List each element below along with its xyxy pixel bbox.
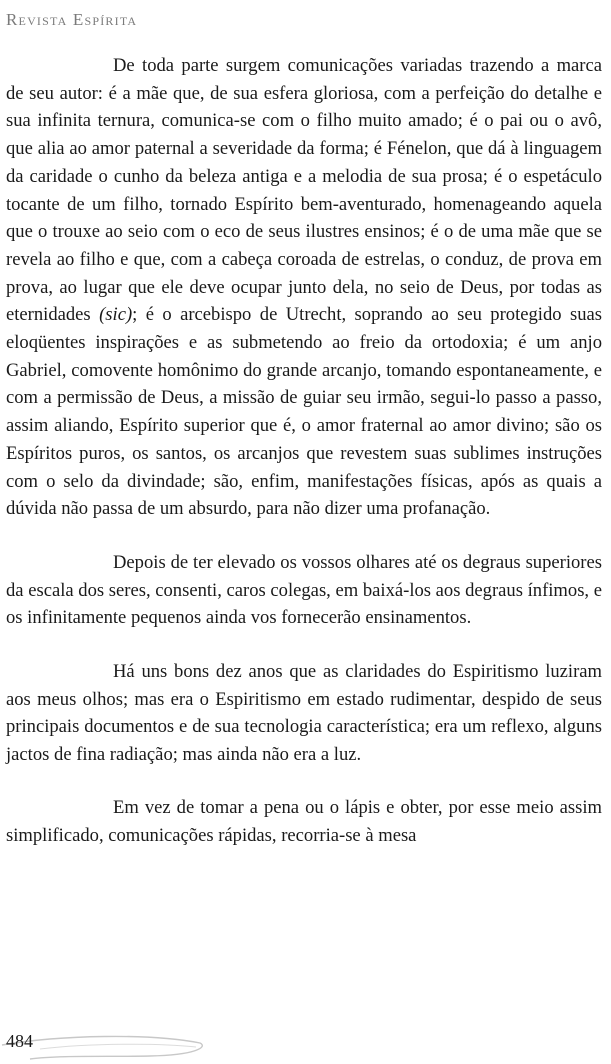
sic-annotation: (sic) (99, 304, 133, 326)
paragraph-1-text-b: ; é o arcebispo de Utrecht, soprando ao seu protegido suas eloqüentes inspirações e as submetendo ao freio da ortodoxia; é um anjo Gabriel, comovente homônimo do grande arcanjo, tomando espontaneamente, e com a permissão de Deus, a missão de guiar seu irmão, segui-lo passo a passo, assim aliando, Espírito superior que é, o amor fraternal ao amor divino; são os Espíritos puros, os santos, os arcanjos que revestem suas sublimes instruções com o selo da divindade; são, enfim, manifestações físicas, após as quais a dúvida não passa de um absurdo, para não dizer uma profanação. (6, 304, 603, 520)
paragraph-3: Há uns bons dez anos que as claridades do Espiritismo luziram aos meus olhos; mas era o Espiritismo em estado rudimentar, despido de seus principais documentos e de sua tecnologia característica; era um reflexo, alguns jactos de fina radiação; mas ainda não era a luz. (6, 661, 602, 766)
paragraph-1 (6, 52, 602, 523)
paragraph-4: Em vez de tomar a pena ou o lápis e obter, por esse meio assim simplificado, comunicações rápidas, recorria-se à mesa (6, 796, 602, 846)
footer-swoosh-ornament (0, 1025, 220, 1064)
page-body (6, 52, 602, 849)
running-header: Revista Espírita (6, 10, 138, 29)
paragraph-2: Depois de ter elevado os vossos olhares até os degraus superiores da escala dos seres, consenti, caros colegas, em baixá-los aos degraus ínfimos, e os infinitamente pequenos ainda vos fornecerão ensinamentos. (6, 551, 602, 629)
page-footer (0, 1025, 611, 1064)
page-number: 484 (6, 1031, 33, 1051)
paragraph-1-text-a: De toda parte surgem comunicações variadas trazendo a marca de seu autor: é a mãe que, de sua esfera gloriosa, com a perfeição do detalhe e sua infinita ternura, comunica-se com o filho muito amado; é o pai ou o avô, que alia ao amor paternal a severidade da forma; é Fénelon, que dá à linguagem da caridade o cunho da beleza antiga e a melodia de sua prosa; é o espetáculo tocante de um filho, tornado Espírito bem-aventurado, homenageando aquela que o trouxe ao seio com o eco de seus ilustres ensinos; é o de uma mãe que se revela ao filho e que, com a cabeça coroada de estrelas, o conduz, de prova em prova, ao lugar que ele deve ocupar junto dela, no seio de Deus, por todas as eternidades (6, 55, 602, 326)
